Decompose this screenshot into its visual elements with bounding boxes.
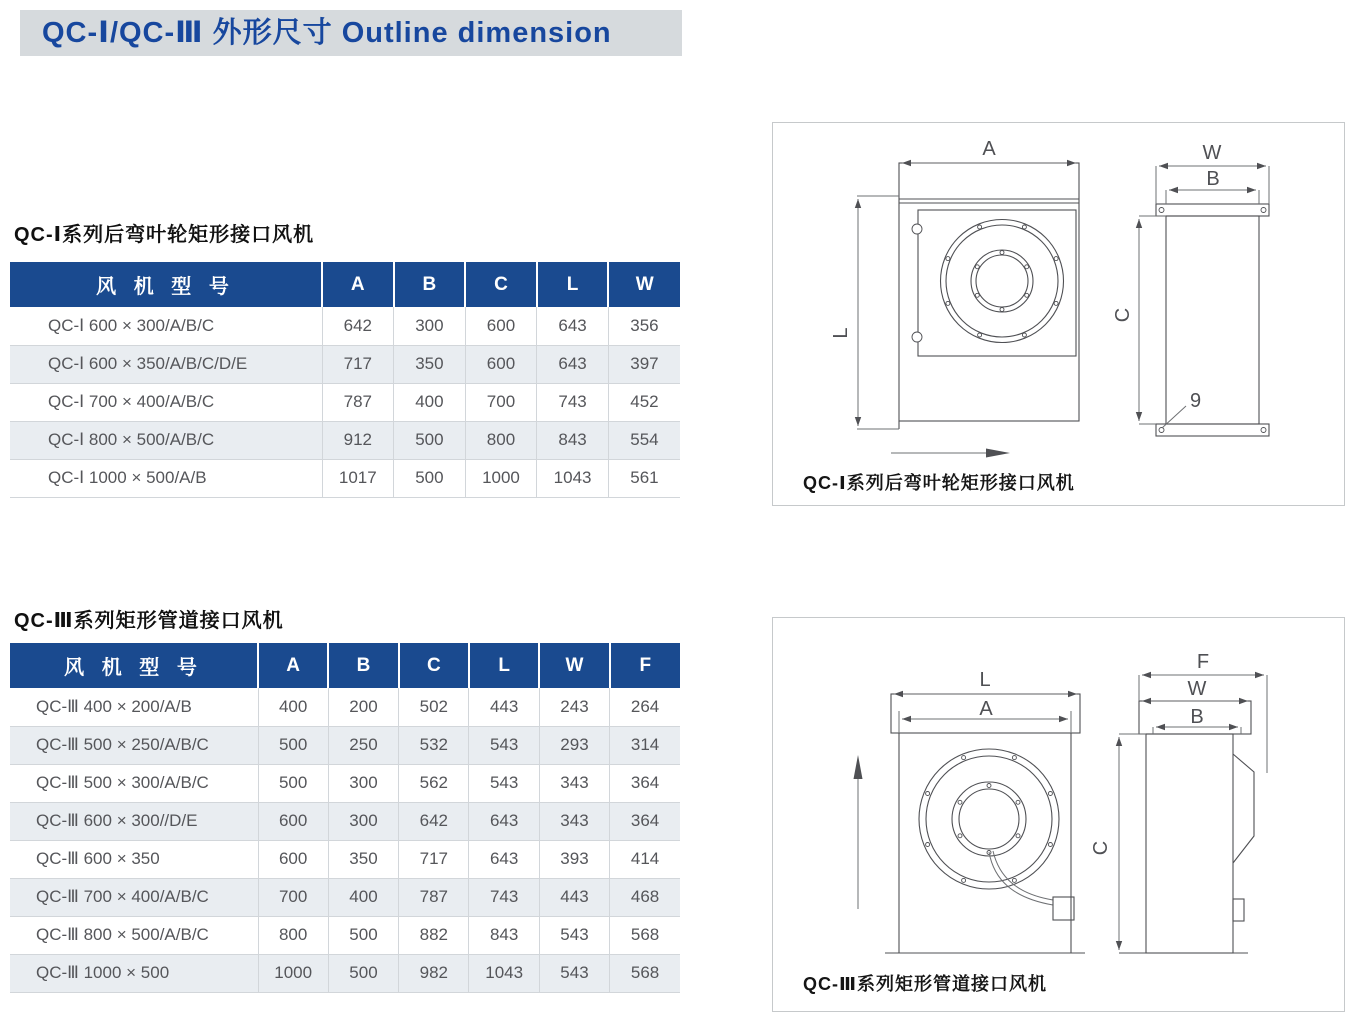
dim-label-a: A: [982, 138, 996, 160]
dimension-cell: 500: [328, 916, 398, 954]
dimension-cell: 568: [610, 916, 680, 954]
dimension-cell: 343: [539, 802, 609, 840]
column-header-w: W: [608, 262, 680, 307]
power-cable: [989, 851, 1053, 905]
dimension-cell: 400: [394, 383, 466, 421]
diagram-caption-qc3: QC-Ⅲ系列矩形管道接口风机: [803, 974, 1048, 994]
column-header-f: F: [610, 643, 680, 688]
dimension-cell: 717: [399, 840, 469, 878]
dimension-cell: 400: [258, 688, 328, 726]
dimension-cell: 600: [258, 840, 328, 878]
dimension-cell: 800: [258, 916, 328, 954]
dimension-cell: 500: [394, 421, 466, 459]
column-header-b: B: [328, 643, 398, 688]
model-cell: QC-Ⅲ 500 × 300/A/B/C: [10, 764, 258, 802]
dimension-cell: 293: [539, 726, 609, 764]
dimension-cell: 343: [539, 764, 609, 802]
table-row: [10, 878, 680, 916]
dimension-cell: 787: [399, 878, 469, 916]
bolt-ticks-inner: [975, 251, 1028, 312]
table-row: [10, 688, 680, 726]
dimension-cell: 543: [469, 764, 539, 802]
table-row: [10, 916, 680, 954]
dim-label-c: C: [1112, 307, 1134, 323]
model-cell: QC-Ⅲ 1000 × 500: [10, 954, 258, 992]
dimension-cell: 364: [610, 802, 680, 840]
diagram-caption-qc1: QC-Ⅰ系列后弯叶轮矩形接口风机: [803, 473, 1075, 493]
diagram-box-qc3: [772, 617, 1345, 1012]
dim-label-f: F: [1196, 651, 1210, 673]
dimension-cell: 643: [537, 345, 609, 383]
model-cell: QC-Ⅲ 600 × 300//D/E: [10, 802, 258, 840]
dimension-cell: 912: [322, 421, 394, 459]
model-cell: QC-Ⅲ 400 × 200/A/B: [10, 688, 258, 726]
dimension-cell: 243: [539, 688, 609, 726]
dimension-cell: 500: [394, 459, 466, 497]
dimension-cell: 543: [469, 726, 539, 764]
table-row: [10, 307, 680, 345]
dim-label-c: C: [1090, 840, 1112, 856]
table-row: [10, 345, 680, 383]
column-header-model: 风 机 型 号: [10, 643, 258, 688]
dimension-cell: 300: [328, 802, 398, 840]
dimension-cell: 350: [394, 345, 466, 383]
dimension-cell: 364: [610, 764, 680, 802]
column-header-w: W: [539, 643, 609, 688]
bolt-ticks-inner: [958, 784, 1020, 855]
dimension-cell: 600: [465, 345, 537, 383]
table-row: [10, 383, 680, 421]
dimension-cell: 643: [469, 802, 539, 840]
table-row: [10, 802, 680, 840]
dimension-cell: 200: [328, 688, 398, 726]
dim-label-w: W: [1187, 678, 1207, 700]
model-cell: QC-Ⅰ 600 × 300/A/B/C: [10, 307, 322, 345]
model-cell: QC-Ⅲ 600 × 350: [10, 840, 258, 878]
dimension-cell: 443: [539, 878, 609, 916]
column-header-c: C: [465, 262, 537, 307]
dimension-cell: 787: [322, 383, 394, 421]
column-header-model: 风 机 型 号: [10, 262, 322, 307]
dimension-cell: 562: [399, 764, 469, 802]
dimension-cell: 502: [399, 688, 469, 726]
dimension-cell: 356: [608, 307, 680, 345]
dimension-cell: 554: [608, 421, 680, 459]
dimension-cell: 700: [465, 383, 537, 421]
dimension-cell: 561: [608, 459, 680, 497]
side-junction-box: [1233, 899, 1244, 921]
dimension-cell: 642: [322, 307, 394, 345]
header-row: [10, 643, 680, 688]
table-row: [10, 726, 680, 764]
model-cell: QC-Ⅲ 700 × 400/A/B/C: [10, 878, 258, 916]
qc3-technical-drawing: [773, 618, 1344, 1011]
dim-label-b: B: [1190, 706, 1204, 728]
dimension-cell: 843: [537, 421, 609, 459]
table-row: [10, 764, 680, 802]
column-header-a: A: [322, 262, 394, 307]
column-header-l: L: [469, 643, 539, 688]
column-header-a: A: [258, 643, 328, 688]
dim-label-b: B: [1206, 168, 1220, 190]
dimension-cell: 982: [399, 954, 469, 992]
model-cell: QC-Ⅲ 800 × 500/A/B/C: [10, 916, 258, 954]
section-title-qc3: QC-Ⅲ系列矩形管道接口风机: [14, 610, 284, 632]
dimension-cell: 250: [328, 726, 398, 764]
dimension-cell: 300: [328, 764, 398, 802]
model-cell: QC-Ⅰ 800 × 500/A/B/C: [10, 421, 322, 459]
dimension-cell: 532: [399, 726, 469, 764]
column-header-c: C: [399, 643, 469, 688]
dimension-cell: 700: [258, 878, 328, 916]
dimension-cell: 452: [608, 383, 680, 421]
dimension-cell: 400: [328, 878, 398, 916]
section-title-qc1: QC-Ⅰ系列后弯叶轮矩形接口风机: [14, 224, 315, 246]
dimension-cell: 1000: [258, 954, 328, 992]
dimension-cell: 500: [328, 954, 398, 992]
dim-label-a: A: [979, 698, 993, 720]
qc3-front-view: [854, 669, 1086, 953]
dimension-cell: 1043: [469, 954, 539, 992]
dimension-cell: 500: [258, 764, 328, 802]
dimension-cell: 643: [469, 840, 539, 878]
column-header-b: B: [394, 262, 466, 307]
dimension-cell: 1000: [465, 459, 537, 497]
qc1-front-view: [830, 138, 1079, 458]
dimension-cell: 443: [469, 688, 539, 726]
qc3-side-view: [1090, 651, 1267, 953]
model-cell: QC-Ⅰ 700 × 400/A/B/C: [10, 383, 322, 421]
dimension-cell: 314: [610, 726, 680, 764]
page-title: QC-Ⅰ/QC-Ⅲ 外形尺寸 Outline dimension: [20, 10, 682, 56]
hole-callout-label: 9: [1190, 390, 1202, 412]
dimension-cell: 468: [610, 878, 680, 916]
model-cell: QC-Ⅲ 500 × 250/A/B/C: [10, 726, 258, 764]
dim-label-l: L: [979, 669, 991, 691]
dimension-cell: 264: [610, 688, 680, 726]
dimension-cell: 500: [258, 726, 328, 764]
airflow-arrow-icon: [891, 449, 1010, 458]
dimension-table-qc1: [10, 262, 680, 498]
table-row: [10, 421, 680, 459]
dimension-cell: 397: [608, 345, 680, 383]
dimension-cell: 1017: [322, 459, 394, 497]
dimension-cell: 350: [328, 840, 398, 878]
dimension-cell: 643: [537, 307, 609, 345]
dimension-cell: 568: [610, 954, 680, 992]
diagram-box-qc1: [772, 122, 1345, 506]
dimension-cell: 743: [469, 878, 539, 916]
dimension-cell: 800: [465, 421, 537, 459]
model-cell: QC-Ⅰ 600 × 350/A/B/C/D/E: [10, 345, 322, 383]
dimension-cell: 600: [258, 802, 328, 840]
dimension-cell: 843: [469, 916, 539, 954]
dimension-cell: 393: [539, 840, 609, 878]
dimension-cell: 717: [322, 345, 394, 383]
airflow-arrow-icon: [854, 755, 863, 909]
qc1-technical-drawing: [773, 123, 1344, 505]
dimension-cell: 543: [539, 954, 609, 992]
dimension-cell: 882: [399, 916, 469, 954]
dimension-cell: 1043: [537, 459, 609, 497]
dim-label-l: L: [830, 327, 852, 339]
table-row: [10, 840, 680, 878]
dimension-table-qc3: [10, 643, 680, 993]
dimension-cell: 600: [465, 307, 537, 345]
dimension-cell: 300: [394, 307, 466, 345]
model-cell: QC-Ⅰ 1000 × 500/A/B: [10, 459, 322, 497]
header-row: [10, 262, 680, 307]
dimension-cell: 543: [539, 916, 609, 954]
qc1-side-view: [1112, 142, 1269, 436]
dim-label-w: W: [1202, 142, 1222, 164]
dimension-cell: 414: [610, 840, 680, 878]
table-row: [10, 459, 680, 497]
table-row: [10, 954, 680, 992]
scroll-casing-profile: [1233, 754, 1254, 863]
column-header-l: L: [537, 262, 609, 307]
dimension-cell: 743: [537, 383, 609, 421]
dimension-cell: 642: [399, 802, 469, 840]
